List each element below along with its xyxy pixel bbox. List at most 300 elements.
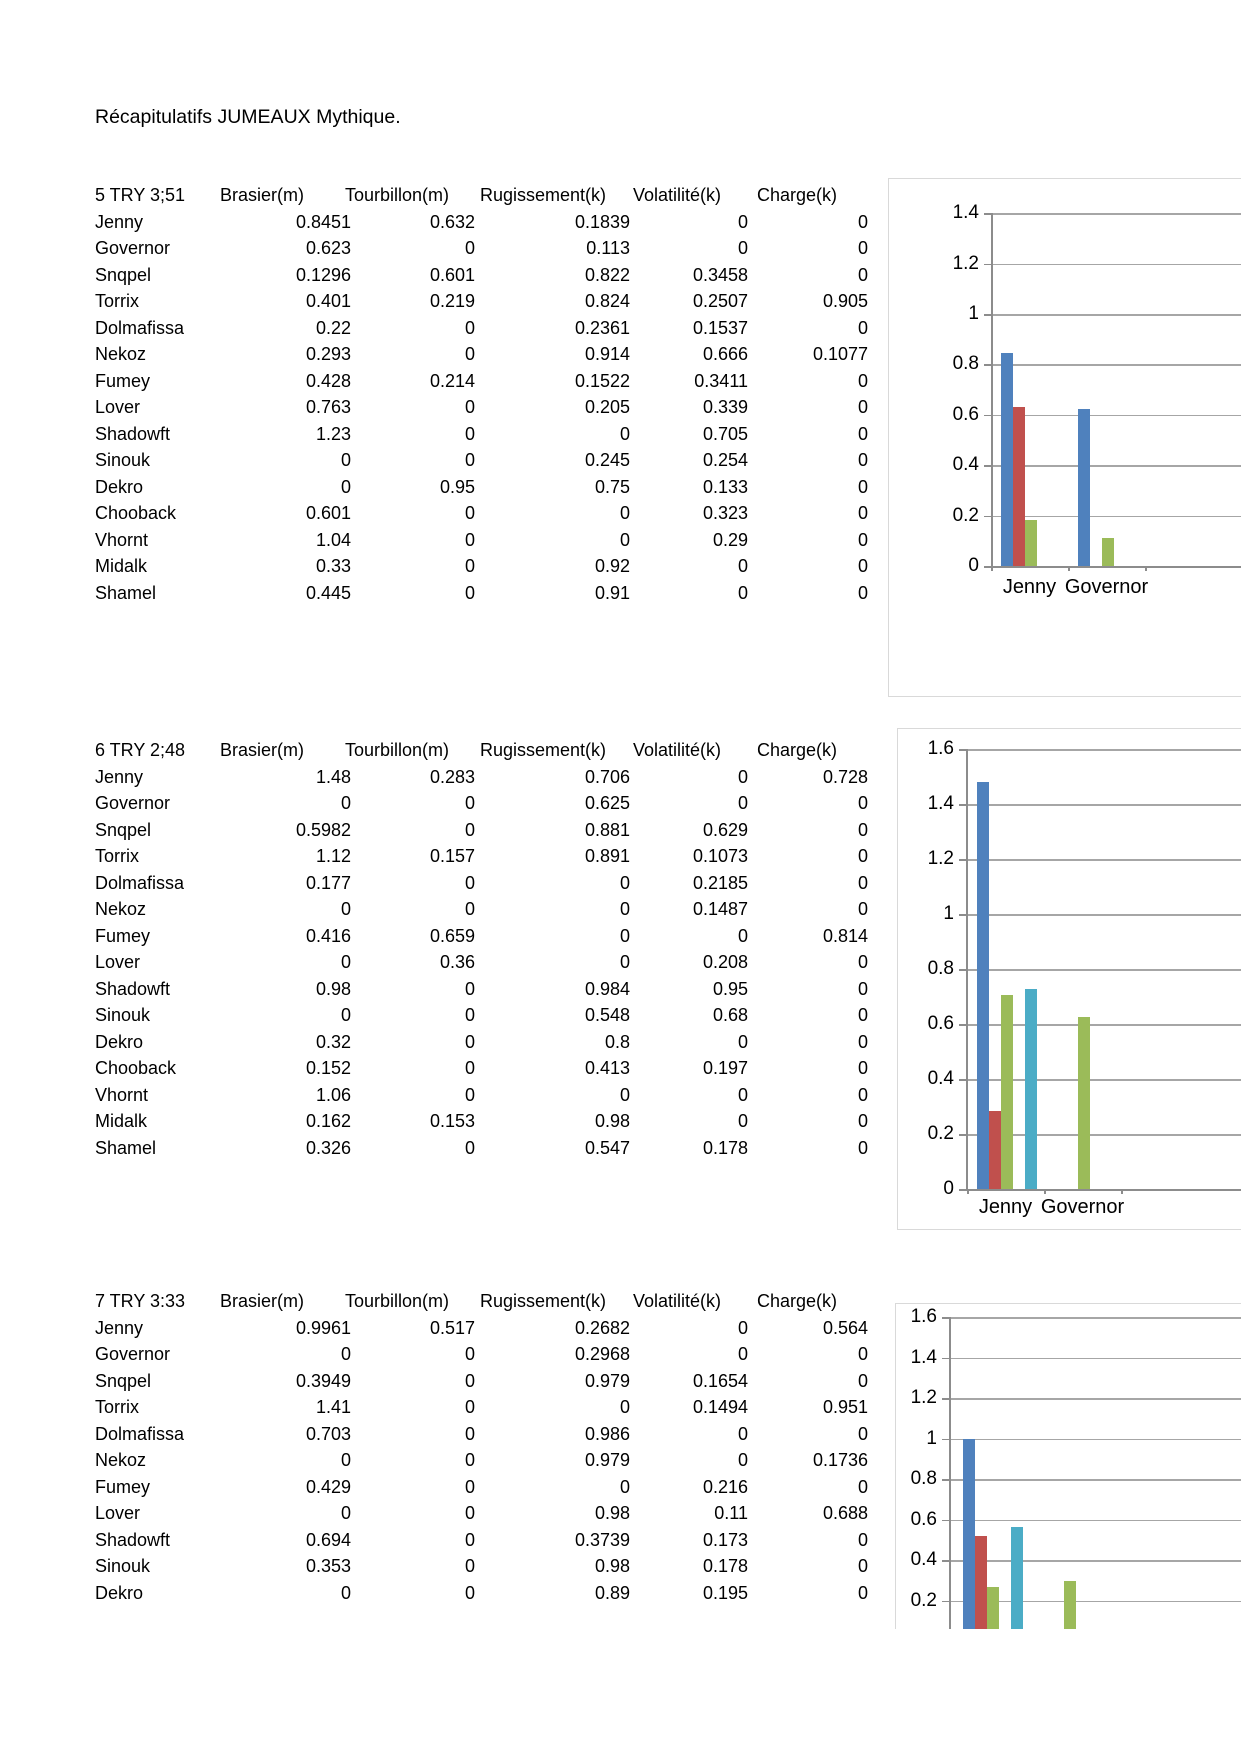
y-tick-label: 0.8 bbox=[927, 958, 954, 979]
cell-value: 0 bbox=[464, 317, 475, 338]
cell-value: 0 bbox=[737, 793, 748, 813]
cell-value: 0.625 bbox=[584, 793, 630, 813]
table-row bbox=[95, 553, 868, 580]
table-row bbox=[95, 394, 868, 421]
cell-value: 0.2361 bbox=[574, 317, 630, 338]
cell-value: 0 bbox=[464, 450, 475, 470]
bar-chart bbox=[888, 178, 1241, 697]
cell-value: 0 bbox=[464, 1397, 475, 1417]
cell-value: 0 bbox=[857, 846, 868, 866]
cell-value: 0.629 bbox=[702, 819, 748, 840]
table-row bbox=[95, 1055, 868, 1082]
row-name: Jenny bbox=[95, 211, 144, 232]
cell-value: 1.23 bbox=[315, 423, 351, 444]
cell-value: 0 bbox=[619, 952, 630, 972]
cell-value: 0.814 bbox=[822, 925, 868, 946]
x-axis-tick bbox=[967, 1189, 969, 1194]
y-tick-label: 0.8 bbox=[952, 353, 979, 375]
cell-value: 0 bbox=[464, 1370, 475, 1391]
gridline bbox=[966, 804, 1241, 806]
table-row bbox=[95, 790, 868, 817]
cell-value: 0 bbox=[857, 1005, 868, 1025]
row-name: Snqpel bbox=[95, 819, 152, 840]
cell-value: 0 bbox=[340, 793, 351, 813]
row-name: Shamel bbox=[95, 1137, 157, 1158]
cell-value: 0.2682 bbox=[574, 1317, 630, 1338]
row-name: Torrix bbox=[95, 1397, 139, 1417]
cell-value: 0.986 bbox=[584, 1423, 630, 1444]
y-tick-label: 0 bbox=[943, 1178, 954, 1199]
column-header: Rugissement(k) bbox=[480, 185, 607, 205]
cell-value: 0.1736 bbox=[812, 1450, 868, 1470]
table-row bbox=[95, 1553, 868, 1580]
table-row bbox=[95, 474, 868, 501]
table-row bbox=[95, 421, 868, 448]
cell-value: 0 bbox=[464, 503, 475, 523]
y-tick-label: 0.4 bbox=[927, 1068, 954, 1089]
cell-value: 0 bbox=[619, 872, 630, 893]
cell-value: 0 bbox=[619, 1084, 630, 1105]
cell-value: 0.195 bbox=[702, 1582, 748, 1603]
cell-value: 0.1522 bbox=[574, 370, 630, 391]
gridline bbox=[966, 969, 1241, 971]
cell-value: 0 bbox=[464, 1031, 475, 1052]
cell-value: 0 bbox=[464, 1450, 475, 1470]
chart-bar bbox=[1078, 1017, 1090, 1189]
cell-value: 0 bbox=[619, 503, 630, 523]
chart-bar bbox=[989, 1111, 1001, 1189]
y-axis-tick bbox=[984, 264, 991, 266]
x-axis bbox=[966, 1189, 1241, 1191]
cell-value: 0.548 bbox=[584, 1005, 630, 1025]
y-tick-label: 1.2 bbox=[952, 252, 979, 274]
cell-value: 0.1494 bbox=[692, 1397, 748, 1417]
chart-bar bbox=[987, 1587, 999, 1629]
cell-value: 0.152 bbox=[305, 1058, 351, 1078]
gridline bbox=[949, 1560, 1241, 1562]
table-row bbox=[95, 923, 868, 950]
table-row bbox=[95, 315, 868, 342]
cell-value: 0.208 bbox=[702, 952, 748, 972]
y-axis-tick bbox=[942, 1560, 949, 1562]
cell-value: 0.8 bbox=[604, 1031, 630, 1052]
cell-value: 0.694 bbox=[305, 1529, 351, 1550]
row-name: Midalk bbox=[95, 1111, 148, 1131]
y-axis bbox=[949, 1317, 951, 1629]
cell-value: 0 bbox=[464, 238, 475, 258]
table-row bbox=[95, 1135, 868, 1162]
cell-value: 0.157 bbox=[429, 846, 475, 866]
row-name: Dekro bbox=[95, 476, 144, 497]
cell-value: 0 bbox=[619, 899, 630, 919]
cell-value: 0 bbox=[464, 556, 475, 576]
chart-bar bbox=[1001, 353, 1013, 566]
table-row bbox=[95, 1341, 868, 1368]
cell-value: 0 bbox=[340, 1450, 351, 1470]
cell-value: 0 bbox=[464, 1476, 475, 1497]
column-header: Volatilité(k) bbox=[633, 1291, 722, 1311]
row-name: Jenny bbox=[95, 1317, 144, 1338]
cell-value: 0 bbox=[464, 978, 475, 999]
category-label: Governor bbox=[1064, 576, 1149, 598]
table-row bbox=[95, 341, 868, 368]
row-name: Snqpel bbox=[95, 264, 152, 285]
row-name: Vhornt bbox=[95, 1084, 149, 1105]
cell-value: 0 bbox=[857, 582, 868, 603]
cell-value: 0.2507 bbox=[692, 291, 748, 311]
cell-value: 0.601 bbox=[429, 264, 475, 285]
cell-value: 0 bbox=[857, 1582, 868, 1603]
cell-value: 0 bbox=[340, 952, 351, 972]
row-name: Lover bbox=[95, 952, 141, 972]
cell-value: 0.353 bbox=[305, 1556, 351, 1576]
x-axis bbox=[991, 566, 1241, 568]
y-axis-tick bbox=[959, 1024, 966, 1026]
cell-value: 0 bbox=[857, 819, 868, 840]
gridline bbox=[949, 1317, 1241, 1319]
chart-bar bbox=[1025, 989, 1037, 1189]
row-name: Fumey bbox=[95, 1476, 151, 1497]
y-tick-label: 1 bbox=[926, 1427, 937, 1449]
chart-bar bbox=[975, 1536, 987, 1629]
cell-value: 0.153 bbox=[429, 1111, 475, 1131]
cell-value: 0.68 bbox=[712, 1005, 748, 1025]
cell-value: 0 bbox=[857, 450, 868, 470]
cell-value: 0.705 bbox=[702, 423, 748, 444]
cell-value: 0 bbox=[857, 211, 868, 232]
cell-value: 0.2185 bbox=[692, 872, 748, 893]
cell-value: 0 bbox=[464, 582, 475, 603]
cell-value: 0.75 bbox=[594, 476, 630, 497]
cell-value: 0 bbox=[464, 1005, 475, 1025]
y-axis-tick bbox=[959, 804, 966, 806]
column-header: Tourbillon(m) bbox=[345, 740, 450, 760]
cell-value: 0 bbox=[737, 925, 748, 946]
chart-bar bbox=[963, 1439, 975, 1629]
gridline bbox=[949, 1439, 1241, 1441]
y-axis-tick bbox=[942, 1317, 949, 1319]
cell-value: 0 bbox=[857, 397, 868, 417]
cell-value: 0.1077 bbox=[812, 344, 868, 364]
gridline bbox=[991, 415, 1241, 417]
cell-value: 0.216 bbox=[702, 1476, 748, 1497]
gridline bbox=[949, 1358, 1241, 1360]
column-header: Brasier(m) bbox=[220, 740, 304, 760]
cell-value: 0 bbox=[857, 503, 868, 523]
row-name: Chooback bbox=[95, 1058, 177, 1078]
y-tick-label: 1.6 bbox=[927, 738, 954, 759]
y-tick-label: 0.2 bbox=[927, 1123, 954, 1144]
row-name: Shadowft bbox=[95, 1529, 171, 1550]
chart-bar bbox=[977, 782, 989, 1189]
chart-bar bbox=[1064, 1581, 1076, 1629]
cell-value: 0.632 bbox=[429, 211, 475, 232]
row-name: Chooback bbox=[95, 503, 177, 523]
cell-value: 0.601 bbox=[305, 503, 351, 523]
table-row bbox=[95, 1029, 868, 1056]
cell-value: 0 bbox=[340, 1503, 351, 1523]
cell-value: 0 bbox=[857, 423, 868, 444]
row-name: Vhornt bbox=[95, 529, 149, 550]
y-tick-label: 1.4 bbox=[927, 793, 954, 814]
bar-chart bbox=[897, 728, 1241, 1230]
cell-value: 0 bbox=[619, 1476, 630, 1497]
table-row bbox=[95, 1500, 868, 1527]
cell-value: 0.688 bbox=[822, 1503, 868, 1523]
column-header: Tourbillon(m) bbox=[345, 185, 450, 205]
column-header: Charge(k) bbox=[757, 740, 838, 760]
cell-value: 0 bbox=[619, 1397, 630, 1417]
cell-value: 0.979 bbox=[584, 1450, 630, 1470]
table-row bbox=[95, 1394, 868, 1421]
x-axis-tick bbox=[1068, 566, 1070, 571]
cell-value: 0 bbox=[464, 1058, 475, 1078]
cell-value: 0.706 bbox=[584, 766, 630, 787]
cell-value: 0.951 bbox=[822, 1397, 868, 1417]
y-axis bbox=[991, 213, 993, 566]
cell-value: 0.3458 bbox=[692, 264, 748, 285]
y-tick-label: 0.4 bbox=[952, 454, 979, 476]
table-row bbox=[95, 817, 868, 844]
row-name: Sinouk bbox=[95, 450, 151, 470]
y-tick-label: 0.4 bbox=[910, 1549, 937, 1570]
cell-value: 0 bbox=[464, 1582, 475, 1603]
y-axis-tick bbox=[942, 1479, 949, 1481]
row-name: Dekro bbox=[95, 1031, 144, 1052]
cell-value: 0.891 bbox=[584, 846, 630, 866]
y-tick-label: 1.6 bbox=[910, 1306, 937, 1327]
row-name: Shadowft bbox=[95, 423, 171, 444]
table-row bbox=[95, 896, 868, 923]
y-tick-label: 0.2 bbox=[952, 504, 979, 526]
y-axis-tick bbox=[984, 465, 991, 467]
table-row bbox=[95, 1527, 868, 1554]
cell-value: 0 bbox=[464, 872, 475, 893]
cell-value: 0 bbox=[857, 1556, 868, 1576]
row-name: Torrix bbox=[95, 846, 139, 866]
cell-value: 0.623 bbox=[305, 238, 351, 258]
y-axis-tick bbox=[942, 1358, 949, 1360]
cell-value: 0.703 bbox=[305, 1423, 351, 1444]
cell-value: 0 bbox=[857, 1529, 868, 1550]
cell-value: 0 bbox=[857, 899, 868, 919]
y-axis-tick bbox=[942, 1601, 949, 1603]
y-axis-tick bbox=[959, 749, 966, 751]
cell-value: 0 bbox=[464, 1084, 475, 1105]
cell-value: 0 bbox=[340, 476, 351, 497]
cell-value: 0.91 bbox=[594, 582, 630, 603]
cell-value: 0.666 bbox=[702, 344, 748, 364]
y-axis-tick bbox=[959, 1134, 966, 1136]
y-axis-tick bbox=[959, 1079, 966, 1081]
gridline bbox=[991, 465, 1241, 467]
cell-value: 0 bbox=[857, 1084, 868, 1105]
cell-value: 0.979 bbox=[584, 1370, 630, 1391]
table-label: 5 TRY 3;51 bbox=[95, 185, 186, 205]
cell-value: 0.428 bbox=[305, 370, 351, 391]
cell-value: 0.1654 bbox=[692, 1370, 748, 1391]
cell-value: 0 bbox=[464, 1137, 475, 1158]
cell-value: 1.12 bbox=[315, 846, 351, 866]
y-tick-label: 0.6 bbox=[927, 1013, 954, 1034]
column-header: Rugissement(k) bbox=[480, 740, 607, 760]
row-name: Governor bbox=[95, 1344, 171, 1364]
cell-value: 0 bbox=[737, 211, 748, 232]
y-axis-tick bbox=[984, 213, 991, 215]
cell-value: 0.413 bbox=[584, 1058, 630, 1078]
cell-value: 0.254 bbox=[702, 450, 748, 470]
cell-value: 0.205 bbox=[584, 397, 630, 417]
y-tick-label: 1.2 bbox=[910, 1387, 937, 1408]
column-header: Rugissement(k) bbox=[480, 1291, 607, 1311]
y-axis-tick bbox=[984, 314, 991, 316]
row-name: Fumey bbox=[95, 370, 151, 391]
page-title: Récapitulatifs JUMEAUX Mythique. bbox=[95, 106, 401, 128]
cell-value: 0 bbox=[619, 925, 630, 946]
chart-bar bbox=[1013, 407, 1025, 566]
cell-value: 0.401 bbox=[305, 291, 351, 311]
cell-value: 0.98 bbox=[594, 1503, 630, 1523]
cell-value: 0 bbox=[857, 1423, 868, 1444]
table-row bbox=[95, 1002, 868, 1029]
y-tick-label: 1.2 bbox=[927, 848, 954, 869]
x-axis-tick bbox=[1145, 566, 1147, 571]
cell-value: 0 bbox=[857, 556, 868, 576]
y-tick-label: 0 bbox=[968, 555, 979, 576]
row-name: Snqpel bbox=[95, 1370, 152, 1391]
table-row bbox=[95, 764, 868, 791]
y-axis-tick bbox=[942, 1520, 949, 1522]
row-name: Nekoz bbox=[95, 344, 147, 364]
row-name: Lover bbox=[95, 397, 141, 417]
column-header: Brasier(m) bbox=[220, 1291, 304, 1311]
cell-value: 1.48 bbox=[315, 766, 351, 787]
table-row bbox=[95, 976, 868, 1003]
gridline bbox=[991, 314, 1241, 316]
table-row bbox=[95, 1421, 868, 1448]
cell-value: 0 bbox=[857, 238, 868, 258]
cell-value: 0.824 bbox=[584, 291, 630, 311]
cell-value: 0.178 bbox=[702, 1556, 748, 1576]
table-row bbox=[95, 262, 868, 289]
cell-value: 0.3949 bbox=[295, 1370, 351, 1391]
cell-value: 0.3411 bbox=[694, 370, 748, 391]
row-name: Governor bbox=[95, 793, 171, 813]
cell-value: 0.2968 bbox=[574, 1344, 630, 1364]
cell-value: 0.547 bbox=[584, 1137, 630, 1158]
cell-value: 0.29 bbox=[712, 529, 748, 550]
cell-value: 0.219 bbox=[429, 291, 475, 311]
table-row bbox=[95, 527, 868, 554]
cell-value: 0 bbox=[737, 766, 748, 787]
cell-value: 0 bbox=[464, 423, 475, 444]
cell-value: 0 bbox=[340, 1582, 351, 1603]
cell-value: 0 bbox=[464, 1529, 475, 1550]
cell-value: 0.197 bbox=[702, 1058, 748, 1078]
y-axis-tick bbox=[959, 1189, 966, 1191]
cell-value: 0 bbox=[737, 1450, 748, 1470]
row-name: Dolmafissa bbox=[95, 872, 185, 893]
y-axis-tick bbox=[959, 969, 966, 971]
gridline bbox=[949, 1398, 1241, 1400]
cell-value: 0.659 bbox=[429, 925, 475, 946]
table-row bbox=[95, 949, 868, 976]
cell-value: 0.95 bbox=[439, 476, 475, 497]
cell-value: 0 bbox=[737, 1084, 748, 1105]
cell-value: 0.822 bbox=[584, 264, 630, 285]
table-row bbox=[95, 368, 868, 395]
cell-value: 0.133 bbox=[702, 476, 748, 497]
y-tick-label: 1 bbox=[943, 903, 954, 924]
y-axis-tick bbox=[959, 914, 966, 916]
cell-value: 0 bbox=[857, 978, 868, 999]
table-row bbox=[95, 1082, 868, 1109]
column-header: Brasier(m) bbox=[220, 185, 304, 205]
cell-value: 0.984 bbox=[584, 978, 630, 999]
cell-value: 0.9961 bbox=[295, 1317, 351, 1338]
cell-value: 0.173 bbox=[702, 1529, 748, 1550]
table-row bbox=[95, 870, 868, 897]
y-axis-tick bbox=[984, 415, 991, 417]
gridline bbox=[991, 516, 1241, 518]
cell-value: 0.89 bbox=[594, 1582, 630, 1603]
y-tick-label: 0.8 bbox=[910, 1468, 937, 1489]
row-name: Sinouk bbox=[95, 1005, 151, 1025]
column-header: Volatilité(k) bbox=[633, 185, 722, 205]
cell-value: 0.1296 bbox=[295, 264, 351, 285]
table-row bbox=[95, 1368, 868, 1395]
category-label: Jenny bbox=[1002, 576, 1057, 598]
cell-value: 0 bbox=[464, 344, 475, 364]
y-tick-label: 1.4 bbox=[952, 202, 979, 224]
cell-value: 0 bbox=[464, 899, 475, 919]
x-axis-tick bbox=[991, 566, 993, 571]
cell-value: 0.33 bbox=[315, 556, 351, 576]
cell-value: 0.1487 bbox=[692, 899, 748, 919]
cell-value: 1.41 bbox=[315, 1397, 351, 1417]
cell-value: 0 bbox=[464, 793, 475, 813]
y-tick-label: 0.2 bbox=[910, 1589, 937, 1611]
table-row bbox=[95, 500, 868, 527]
table-row bbox=[95, 1447, 868, 1474]
chart-bar bbox=[1078, 409, 1090, 566]
cell-value: 0 bbox=[857, 1111, 868, 1131]
cell-value: 0 bbox=[737, 1111, 748, 1131]
y-tick-label: 1 bbox=[968, 303, 979, 324]
cell-value: 0.95 bbox=[712, 978, 748, 999]
cell-value: 1.06 bbox=[315, 1084, 351, 1105]
cell-value: 0 bbox=[857, 529, 868, 550]
cell-value: 0.517 bbox=[429, 1317, 475, 1338]
row-name: Governor bbox=[95, 238, 171, 258]
chart-bar bbox=[1011, 1527, 1023, 1629]
cell-value: 0.98 bbox=[594, 1556, 630, 1576]
cell-value: 0 bbox=[857, 476, 868, 497]
cell-value: 0 bbox=[737, 1344, 748, 1364]
cell-value: 0 bbox=[340, 450, 351, 470]
cell-value: 0 bbox=[737, 238, 748, 258]
cell-value: 0.162 bbox=[305, 1111, 351, 1131]
row-name: Nekoz bbox=[95, 1450, 147, 1470]
gridline bbox=[966, 859, 1241, 861]
table-row bbox=[95, 1580, 868, 1607]
gridline bbox=[966, 749, 1241, 751]
cell-value: 0 bbox=[857, 1476, 868, 1497]
gridline bbox=[949, 1520, 1241, 1522]
y-tick-label: 1.4 bbox=[910, 1346, 937, 1368]
cell-value: 0.177 bbox=[305, 872, 351, 893]
cell-value: 0.113 bbox=[586, 238, 630, 258]
